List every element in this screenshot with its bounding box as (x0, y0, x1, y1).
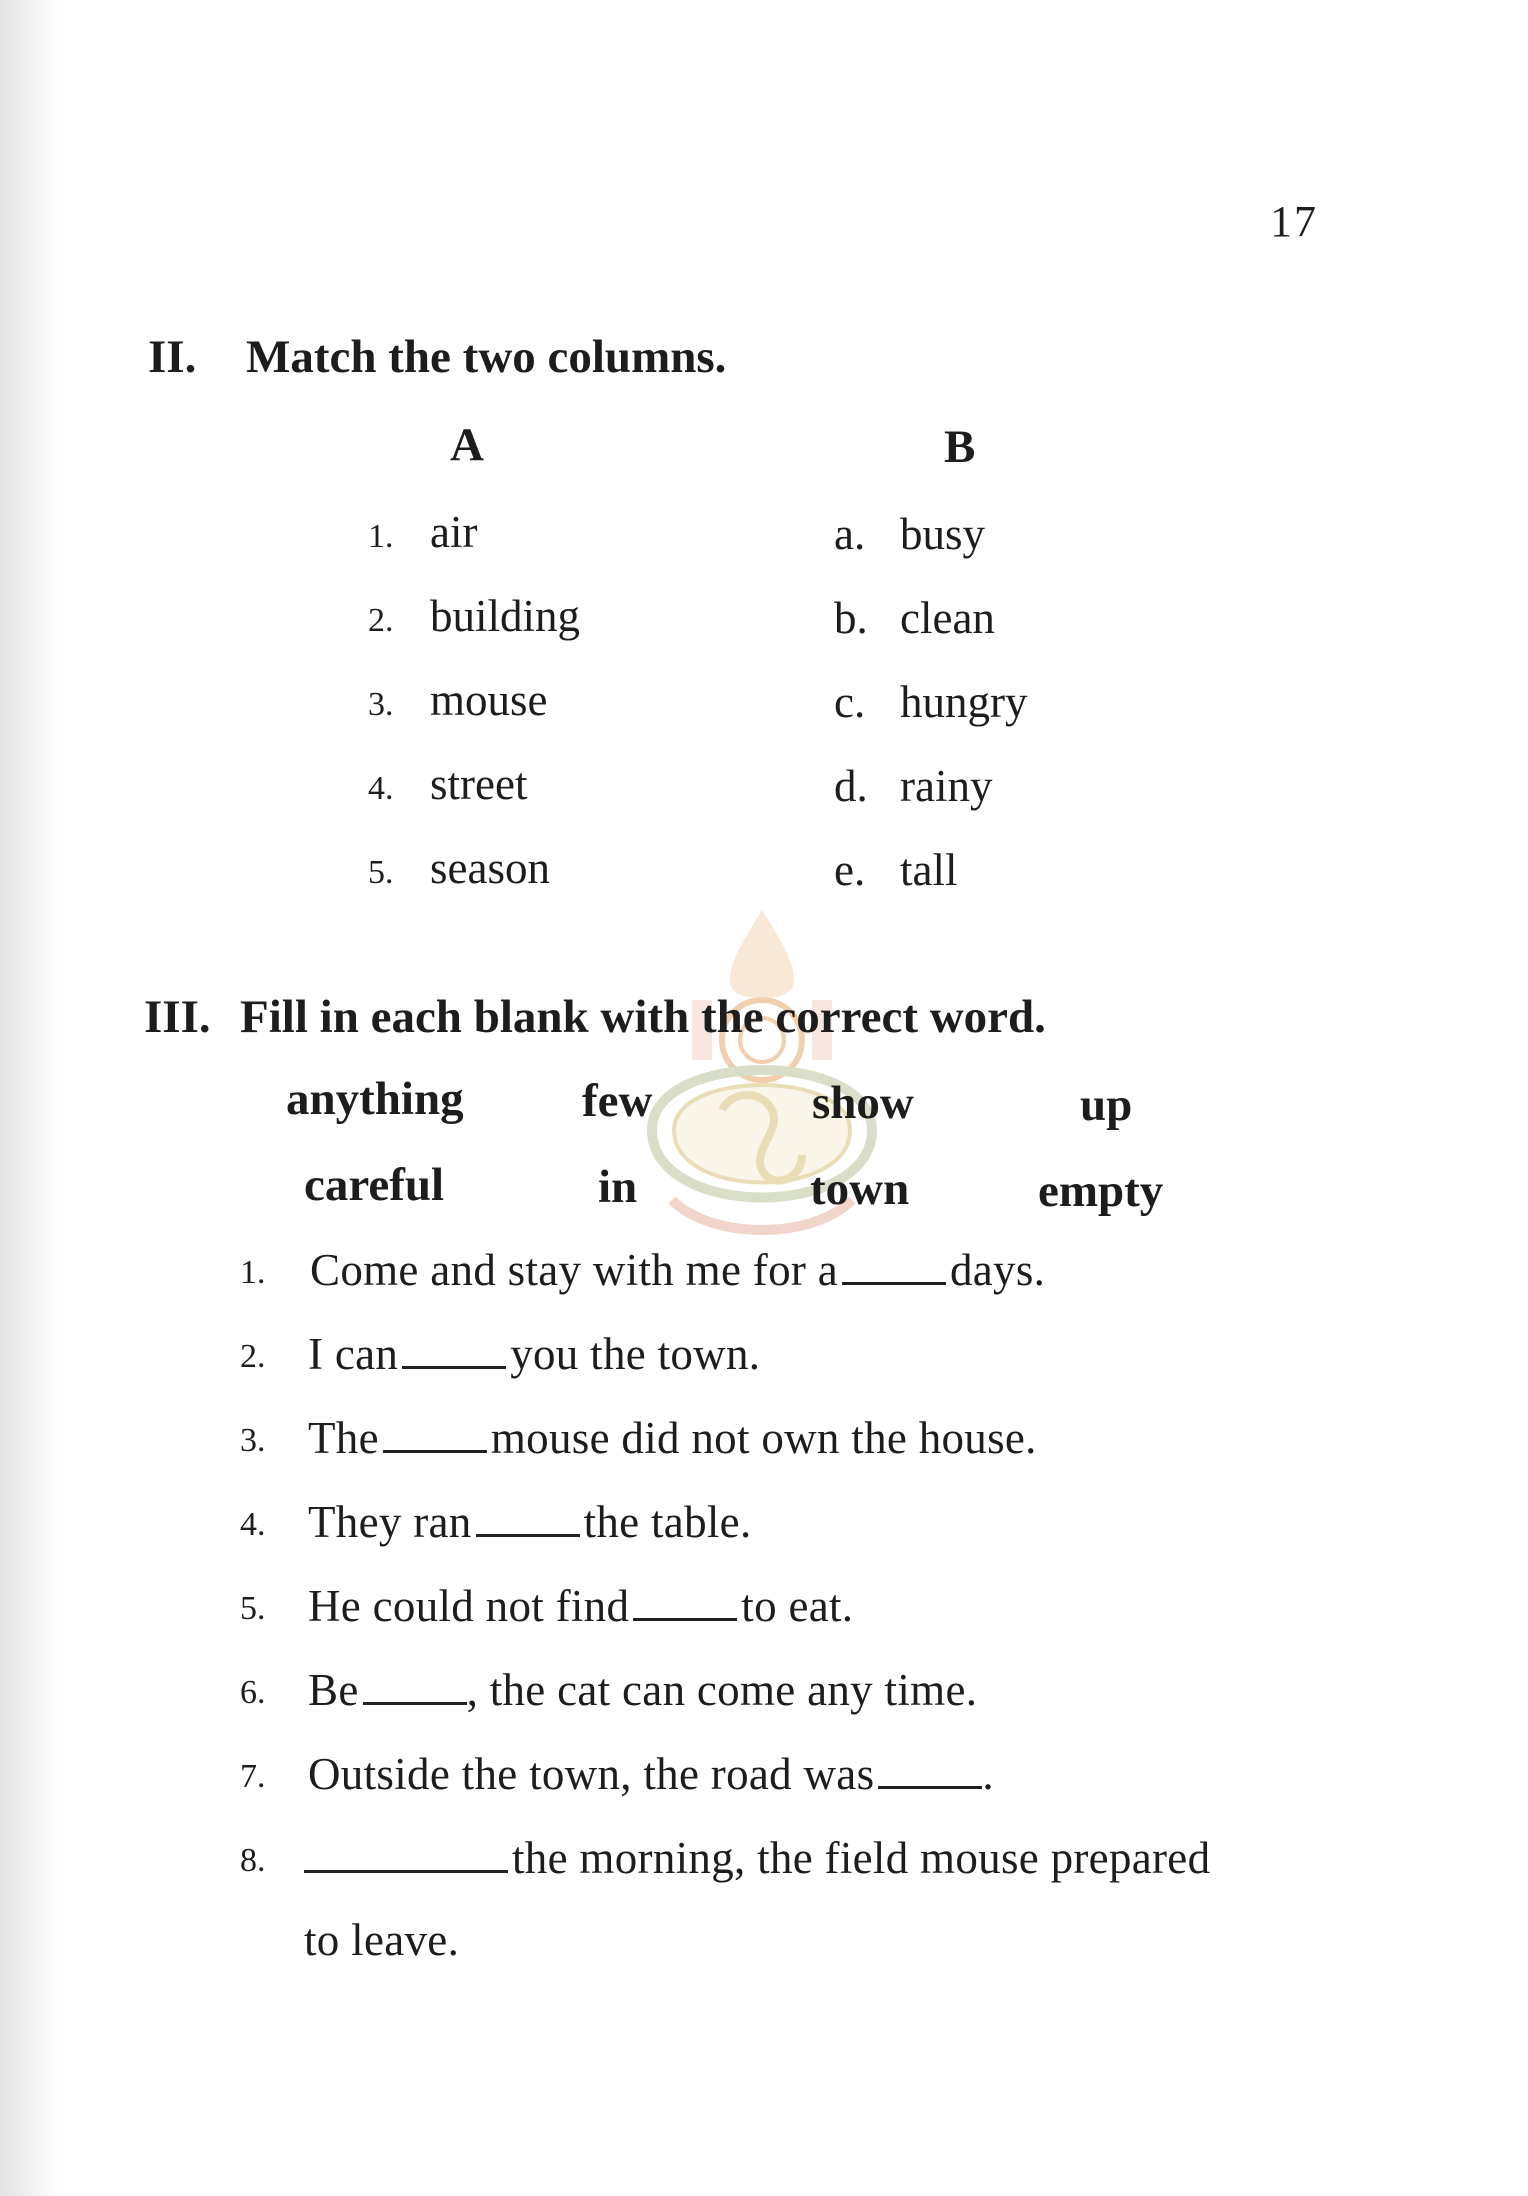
answer-blank[interactable] (363, 1668, 467, 1705)
question-number: 3. (240, 1422, 266, 1459)
answer-blank[interactable] (633, 1584, 737, 1621)
question-number: 8. (240, 1842, 266, 1879)
section-2-heading (148, 330, 726, 384)
column-b-item (834, 760, 992, 812)
item-word: clean (900, 593, 995, 643)
question-continuation: to leave. (304, 1915, 460, 1965)
answer-blank[interactable] (304, 1836, 508, 1873)
word-bank-word: few (582, 1075, 653, 1127)
item-number: 5. (368, 854, 394, 891)
column-a-item (368, 758, 527, 810)
column-b-item (834, 844, 957, 896)
answer-blank[interactable] (402, 1332, 506, 1369)
page-number: 17 (1270, 197, 1318, 246)
item-word: season (430, 843, 550, 893)
question-before-blank: The (308, 1413, 379, 1463)
question-after-blank: , the cat can come any time. (466, 1665, 978, 1715)
item-number: 2. (368, 602, 394, 639)
item-word: busy (900, 509, 986, 559)
column-a-item (368, 674, 548, 726)
item-word: street (430, 759, 528, 809)
question-after-blank: . (982, 1749, 994, 1799)
answer-blank[interactable] (878, 1752, 982, 1789)
column-b-header: B (944, 421, 976, 473)
question-text (308, 1328, 760, 1380)
question-before-blank: He could not find (308, 1581, 630, 1631)
word-bank-word: careful (304, 1159, 445, 1211)
item-word: air (430, 507, 478, 557)
item-letter: b. (834, 593, 868, 643)
section-3-title: Fill in each blank with the correct word. (240, 991, 1046, 1043)
question-text (310, 1244, 1045, 1296)
column-a-item (368, 506, 477, 558)
word-bank-word: empty (1038, 1165, 1164, 1217)
word-bank-word: town (810, 1163, 910, 1215)
question-text (308, 1664, 977, 1716)
item-letter: e. (834, 845, 866, 895)
question-before-blank: They ran (308, 1497, 472, 1547)
question-after-blank: mouse did not own the house. (490, 1413, 1037, 1463)
question-before-blank: I can (308, 1329, 399, 1379)
question-number: 1. (240, 1254, 266, 1291)
question-after-blank: you the town. (510, 1329, 761, 1379)
item-word: mouse (430, 675, 548, 725)
column-b-item (834, 508, 985, 560)
question-text (304, 1832, 1210, 1884)
item-word: tall (900, 845, 958, 895)
question-after-blank: days. (949, 1245, 1046, 1295)
question-text (308, 1748, 994, 1800)
item-number: 4. (368, 770, 394, 807)
item-word: building (430, 591, 581, 641)
question-before-blank: Come and stay with me for a (310, 1245, 838, 1295)
item-letter: c. (834, 677, 866, 727)
question-number: 2. (240, 1338, 266, 1375)
answer-blank[interactable] (383, 1416, 487, 1453)
word-bank-word: up (1080, 1079, 1133, 1131)
section-2-numeral: II. (148, 331, 197, 383)
section-3-numeral: III. (144, 991, 211, 1043)
section-3-heading (144, 990, 1046, 1044)
question-text (308, 1580, 853, 1632)
question-text (308, 1496, 752, 1548)
column-b-item (834, 676, 1028, 728)
item-number: 1. (368, 518, 394, 555)
answer-blank[interactable] (842, 1248, 946, 1285)
question-after-blank: the table. (583, 1497, 752, 1547)
word-bank-word: in (598, 1161, 638, 1213)
question-before-blank: Outside the town, the road was (308, 1749, 875, 1799)
answer-blank[interactable] (476, 1500, 580, 1537)
item-letter: d. (834, 761, 868, 811)
word-bank-word: anything (286, 1073, 464, 1125)
question-before-blank: Be (308, 1665, 359, 1715)
column-b-item (834, 592, 995, 644)
question-number: 7. (240, 1758, 266, 1795)
item-letter: a. (834, 509, 866, 559)
question-number: 6. (240, 1674, 266, 1711)
section-2-title: Match the two columns. (246, 331, 727, 383)
question-number: 5. (240, 1590, 266, 1627)
item-number: 3. (368, 686, 394, 723)
question-text (308, 1412, 1037, 1464)
item-word: hungry (900, 677, 1028, 727)
question-number: 4. (240, 1506, 266, 1543)
question-after-blank: to eat. (741, 1581, 854, 1631)
column-a-header: A (450, 419, 484, 471)
column-a-item (368, 590, 580, 642)
column-a-item (368, 842, 550, 894)
question-after-blank: the morning, the field mouse prepared (512, 1833, 1211, 1883)
word-bank-word: show (812, 1077, 914, 1129)
item-word: rainy (900, 761, 993, 811)
